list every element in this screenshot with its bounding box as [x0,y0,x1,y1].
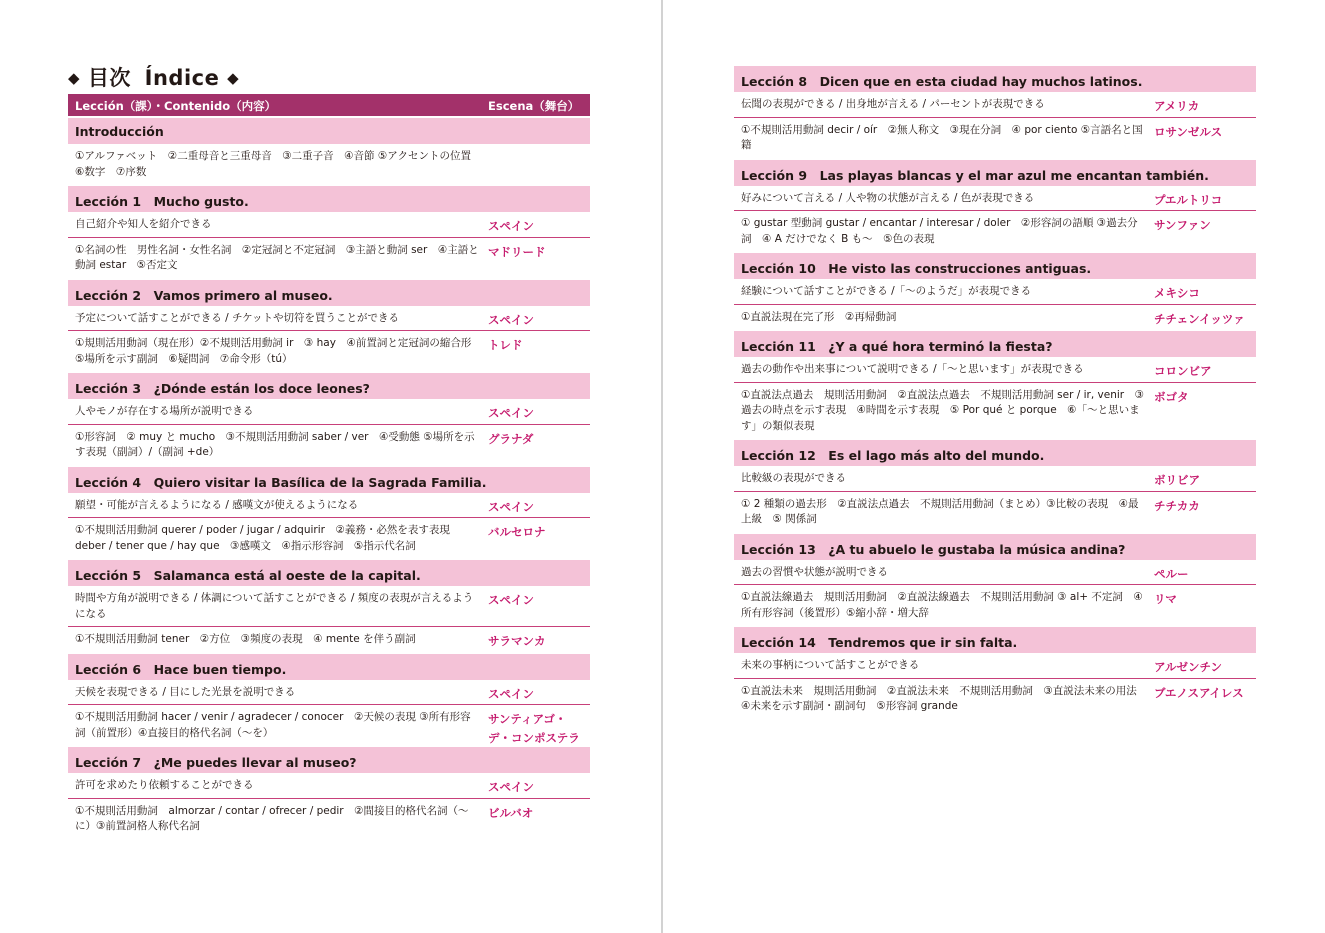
scene-place: リマ [1154,592,1177,606]
lesson-title: Lección 2 Vamos primero al museo. [75,287,333,303]
lesson-content: ① 2 種類の過去形 ②直説法点過去 不規則活用動詞（まとめ）③比較の表現 ④最上級 ⑤ 関係詞 [741,497,1139,525]
lesson-title-bar [68,184,590,212]
lesson-title: Lección 12 Es el lago más alto del mundo. [741,448,1045,463]
scene-place: バルセロナ [488,525,546,539]
lesson-row [734,118,1256,158]
scene-place: ビルバオ [488,805,534,820]
lesson-title: Lección 11 ¿Y a qué hora terminó la fiesta? [741,339,1053,354]
header-lesson-content: Lección（課）・Contenido（内容） [75,99,277,113]
lesson-title: Lección 5 Salamanca está al oeste de la capital. [75,568,421,583]
lesson-row [734,466,1256,492]
lesson-title: Lección 1 Mucho gusto. [75,194,249,209]
scene-place: チチカカ [1154,498,1200,513]
toc-column-right [734,66,1256,719]
lesson-title: Lección 3 ¿Dónde están los doce leones? [75,381,370,396]
page-gutter [661,0,663,933]
lesson-row [68,627,590,652]
scene-place: スペイン [488,593,534,607]
lesson-title: Lección 9 Las playas blancas y el mar azul me encantan también. [741,167,1209,183]
lesson-title-bar [68,558,590,586]
scene-place: ボリビア [1154,473,1200,487]
lesson-content: 過去の動作や出来事について説明できる /「〜と思います」が表現できる [741,363,1084,375]
title-es: Índice [144,66,220,90]
lesson-content: ①直説法点過去 規則活用動詞 ②直説法点過去 不規則活用動詞 ser / ir, venir ③過去の時点を示す表現 ④時間を示す表現 ⑤ Por qué と porque ⑥「〜と思います」の類似表現 [741,388,1145,432]
lesson-row [68,799,590,839]
lesson-content: ①名詞の性 男性名詞・女性名詞 ②定冠詞と不定冠詞 ③主語と動詞 ser ④主語と動詞 estar ⑤否定文 [75,243,479,271]
lesson-title-bar [68,652,590,680]
scene-place: スペイン [488,499,534,514]
scene-place: コロンビア [1154,364,1212,378]
header-scene: Escena（舞台） [488,99,580,113]
scene-place: スペイン [488,219,534,233]
scene-place: アルゼンチン [1154,660,1222,674]
lesson-row [734,560,1256,586]
lesson-content: ①直説法未来 規則活用動詞 ②直説法未来 不規則活用動詞 ③直説法未来の用法 ④未来を示す副詞・副詞句 ⑤形容詞 grande [741,684,1148,712]
scene-place: サラマンカ [488,634,546,648]
lesson-title: Lección 7 ¿Me puedes llevar al museo? [75,755,357,770]
lesson-row [68,705,590,745]
lesson-list-left [68,116,590,839]
scene-place: マドリード [488,244,546,259]
lesson-row [68,586,590,627]
lesson-content: 天候を表現できる / 目にした光景を説明できる [75,685,296,698]
lesson-content: 時間や方角が説明できる / 体調について話すことができる / 頻度の表現が言えるようになる [75,592,474,620]
scene-place: ボゴタ [1154,389,1189,404]
lesson-content: 過去の習慣や状態が説明できる [741,565,888,578]
lesson-row [68,773,590,799]
lesson-content: ①直説法現在完了形 ②再帰動詞 [741,310,897,323]
lesson-content: 許可を求めたり依頼することができる [75,779,254,791]
lesson-row [68,399,590,425]
lesson-title-bar [68,371,590,399]
lesson-title: Lección 6 Hace buen tiempo. [75,661,287,677]
lesson-row [734,305,1256,330]
lesson-title-bar [68,745,590,773]
lesson-content: ①不規則活用動詞 tener ②方位 ③頻度の表現 ④ mente を伴う副詞 [75,633,416,645]
lesson-list-right [734,66,1256,719]
lesson-title-bar [68,278,590,306]
lesson-content: 経験について話すことができる /「〜のようだ」が表現できる [741,285,1032,297]
lesson-row [68,212,590,238]
lesson-content: ①不規則活用動詞 almorzar / contar / ofrecer / pedir ②間接目的格代名詞（〜に）③前置詞格人称代名詞 [75,804,469,832]
lesson-title-bar [68,465,590,493]
scene-place: ペルー [1154,566,1189,581]
scene-place: グラナダ [488,431,534,446]
lesson-row [734,679,1256,719]
diamond-icon: ◆ [68,69,81,87]
scene-place: スペイン [488,312,534,327]
lesson-row [68,306,590,332]
lesson-row [68,680,590,706]
title-jp: 目次 [87,66,131,90]
lesson-content: ① gustar 型動詞 gustar / encantar / interesar / doler ②形容詞の語順 ③過去分詞 ④ A だけでなく B も〜 ⑤色の表現 [741,217,1138,245]
lesson-title-bar [734,158,1256,186]
lesson-title: Lección 13 ¿A tu abuelo le gustaba la música andina? [741,541,1126,557]
lesson-row [734,92,1256,118]
lesson-row [734,279,1256,305]
lesson-row [734,357,1256,383]
lesson-content: 予定について話すことができる / チケットや切符を買うことができる [75,311,400,324]
lesson-content: ①形容詞 ② muy と mucho ③不規則活用動詞 saber / ver ④受動態 ⑤場所を示す表現（副詞）/（副詞 +de） [75,430,475,458]
scene-place: サンティアゴ・デ・コンポステラ [488,712,580,745]
lesson-row [734,653,1256,679]
lesson-title: Introducción [75,124,164,139]
lesson-content: 伝聞の表現ができる / 出身地が言える / パーセントが表現できる [741,98,1045,110]
lesson-row [68,238,590,278]
lesson-row [68,331,590,371]
scene-place: ロサンゼルス [1154,124,1223,139]
scene-place: スペイン [488,780,534,794]
scene-place: ブエノスアイレス [1154,685,1244,700]
scene-place: トレド [488,338,523,352]
lesson-content: ①不規則活用動詞 querer / poder / jugar / adquirir ②義務・必然を表す表現 deber / tener que / hay que ③感嘆文 ④指示形容詞 ⑤指示代名詞 [75,524,461,552]
lesson-row [68,144,590,184]
page-title [68,62,239,92]
lesson-content: 願望・可能が言えるようになる / 感嘆文が使えるようになる [75,498,359,511]
lesson-title: Lección 8 Dicen que en esta ciudad hay muchos latinos. [741,74,1143,89]
lesson-title-bar [734,532,1256,560]
scene-place: チチェンイッツァ [1154,311,1245,326]
lesson-content: 人やモノが存在する場所が説明できる [75,405,254,417]
scene-place: メキシコ [1154,286,1200,300]
lesson-title: Lección 10 He visto las construcciones antiguas. [741,261,1092,276]
lesson-title-bar [734,329,1256,357]
lesson-row [734,585,1256,625]
lesson-row [734,492,1256,532]
diamond-icon: ◆ [227,69,240,87]
lesson-row [68,493,590,519]
toc-column-left [68,94,590,839]
lesson-content: 自己紹介や知人を紹介できる [75,218,212,230]
lesson-title-bar [734,625,1256,653]
toc-header [68,94,590,116]
scene-place: スペイン [488,406,534,420]
scene-place: サンファン [1154,218,1211,232]
lesson-title: Lección 4 Quiero visitar la Basílica de la Sagrada Familia. [75,474,487,490]
lesson-title-bar [734,251,1256,279]
lesson-content: 好みについて言える / 人や物の状態が言える / 色が表現できる [741,191,1035,204]
lesson-content: ①アルファベット ②二重母音と三重母音 ③二重子音 ④音節 ⑤アクセントの位置 ⑥数字 ⑦序数 [75,150,482,178]
lesson-title-bar [734,438,1256,466]
lesson-content: ①不規則活用動詞 hacer / venir / agradecer / conocer ②天候の表現 ③所有形容詞（前置形）④直接目的格代名詞（〜を） [75,711,471,739]
lesson-title-bar [734,66,1256,92]
lesson-content: ①規則活用動詞（現在形）②不規則活用動詞 ir ③ hay ④前置詞と定冠詞の縮合形 ⑤場所を示す副詞 ⑥疑問詞 ⑦命令形（tú） [75,337,482,365]
lesson-row [734,186,1256,212]
lesson-title-bar [68,116,590,144]
lesson-content: 未来の事柄について話すことができる [741,659,920,671]
lesson-title: Lección 14 Tendremos que ir sin falta. [741,635,1018,650]
lesson-content: ①直説法線過去 規則活用動詞 ②直説法線過去 不規則活用動詞 ③ al+ 不定詞 ④所有形容詞（後置形）⑤縮小辞・増大辞 [741,591,1143,619]
lesson-content: 比較級の表現ができる [741,472,846,484]
scene-place: プエルトリコ [1154,192,1223,207]
lesson-row [68,425,590,465]
lesson-row [734,383,1256,439]
lesson-content: ①不規則活用動詞 decir / oír ②無人称文 ③現在分詞 ④ por ciento ⑤言語名と国籍 [741,123,1143,151]
scene-place: アメリカ [1154,99,1200,113]
scene-place: スペイン [488,686,534,701]
lesson-row [734,211,1256,251]
lesson-row [68,518,590,558]
